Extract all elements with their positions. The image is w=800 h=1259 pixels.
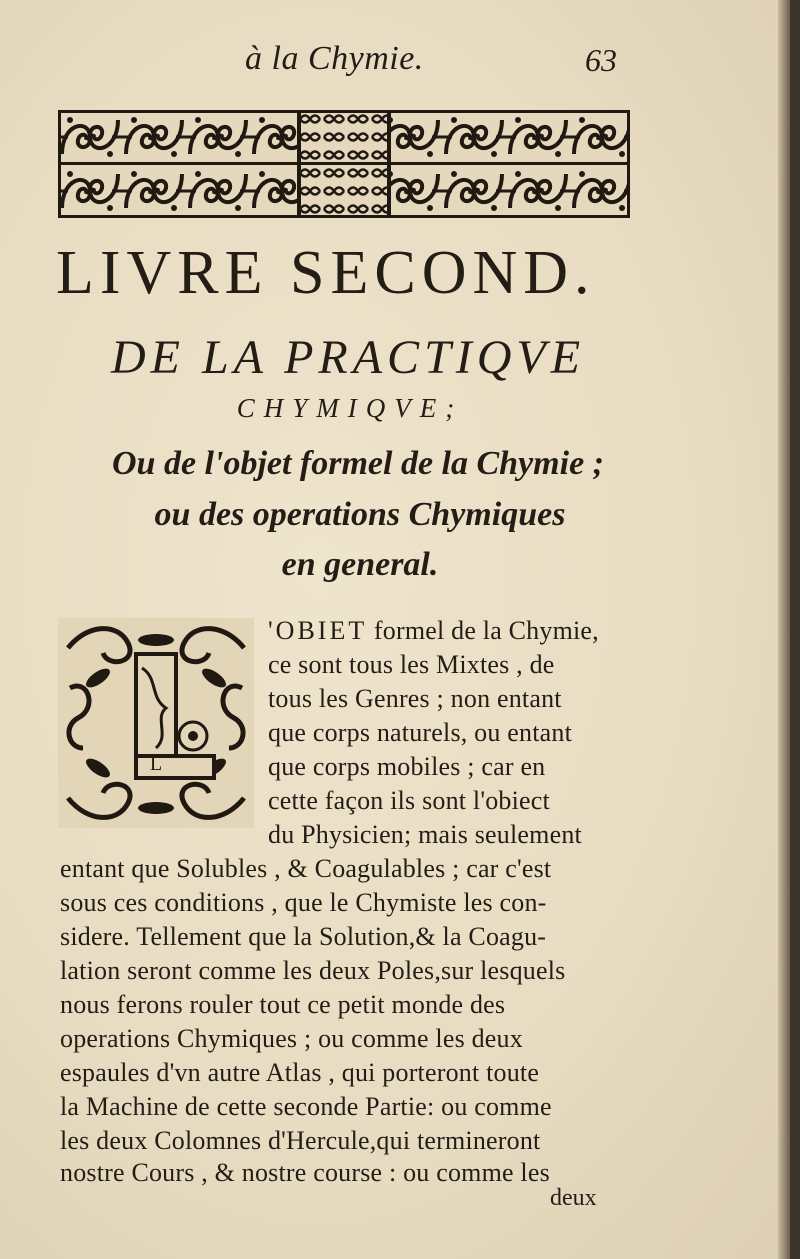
book-heading: LIVRE SECOND. (56, 239, 596, 307)
catchword: deux (550, 1185, 597, 1211)
text-line: sidere. Tellement que la Solution,& la Coagu- (60, 922, 547, 951)
section-title-continued: CHYMIQVE; (236, 393, 464, 423)
scrollwork-headpiece-icon (58, 110, 630, 218)
text-line: espaules d'vn autre Atlas , qui porteront toute (60, 1058, 540, 1087)
subtitle-line: en general. (281, 546, 439, 583)
section-title: DE LA PRACTIQVE (110, 331, 586, 384)
page-number: 63 (585, 42, 617, 78)
objet-word: 'OBIET (268, 616, 368, 645)
text-line: operations Chymiques ; ou comme les deux (60, 1024, 523, 1053)
text-line: nous ferons rouler tout ce petit monde des (60, 990, 506, 1019)
text-line (268, 616, 628, 646)
text-line: sous ces conditions , que le Chymiste les con- (60, 888, 547, 917)
text-line: nostre Cours , & nostre course : ou comme les (60, 1158, 550, 1187)
text-line: cette façon ils sont l'obiect (268, 786, 550, 815)
text-line: du Physicien; mais seulement (268, 820, 582, 849)
initial-letter: L (149, 753, 163, 775)
text-line: entant que Solubles , & Coagulables ; car c'est (60, 854, 552, 883)
text-line: que corps naturels, ou entant (268, 718, 572, 747)
line-continuation: formel de la Chymie, (367, 616, 599, 645)
subtitle-line: Ou de l'objet formel de la Chymie ; (112, 445, 604, 482)
running-head (0, 40, 790, 90)
text-line: lation seront comme les deux Poles,sur lesquels (60, 956, 566, 985)
text-line: tous les Genres ; non entant (268, 684, 562, 713)
running-title: à la Chymie. (245, 40, 424, 77)
text-line: ce sont tous les Mixtes , de (268, 650, 555, 679)
text-line: les deux Colomnes d'Hercule,qui termineront (60, 1126, 541, 1155)
text-line: la Machine de cette seconde Partie: ou comme (60, 1092, 552, 1121)
floral-drop-cap-icon (58, 618, 254, 828)
text-line: que corps mobiles ; car en (268, 752, 546, 781)
subtitle-line: ou des operations Chymiques (154, 496, 566, 533)
page-edge (778, 0, 790, 1259)
